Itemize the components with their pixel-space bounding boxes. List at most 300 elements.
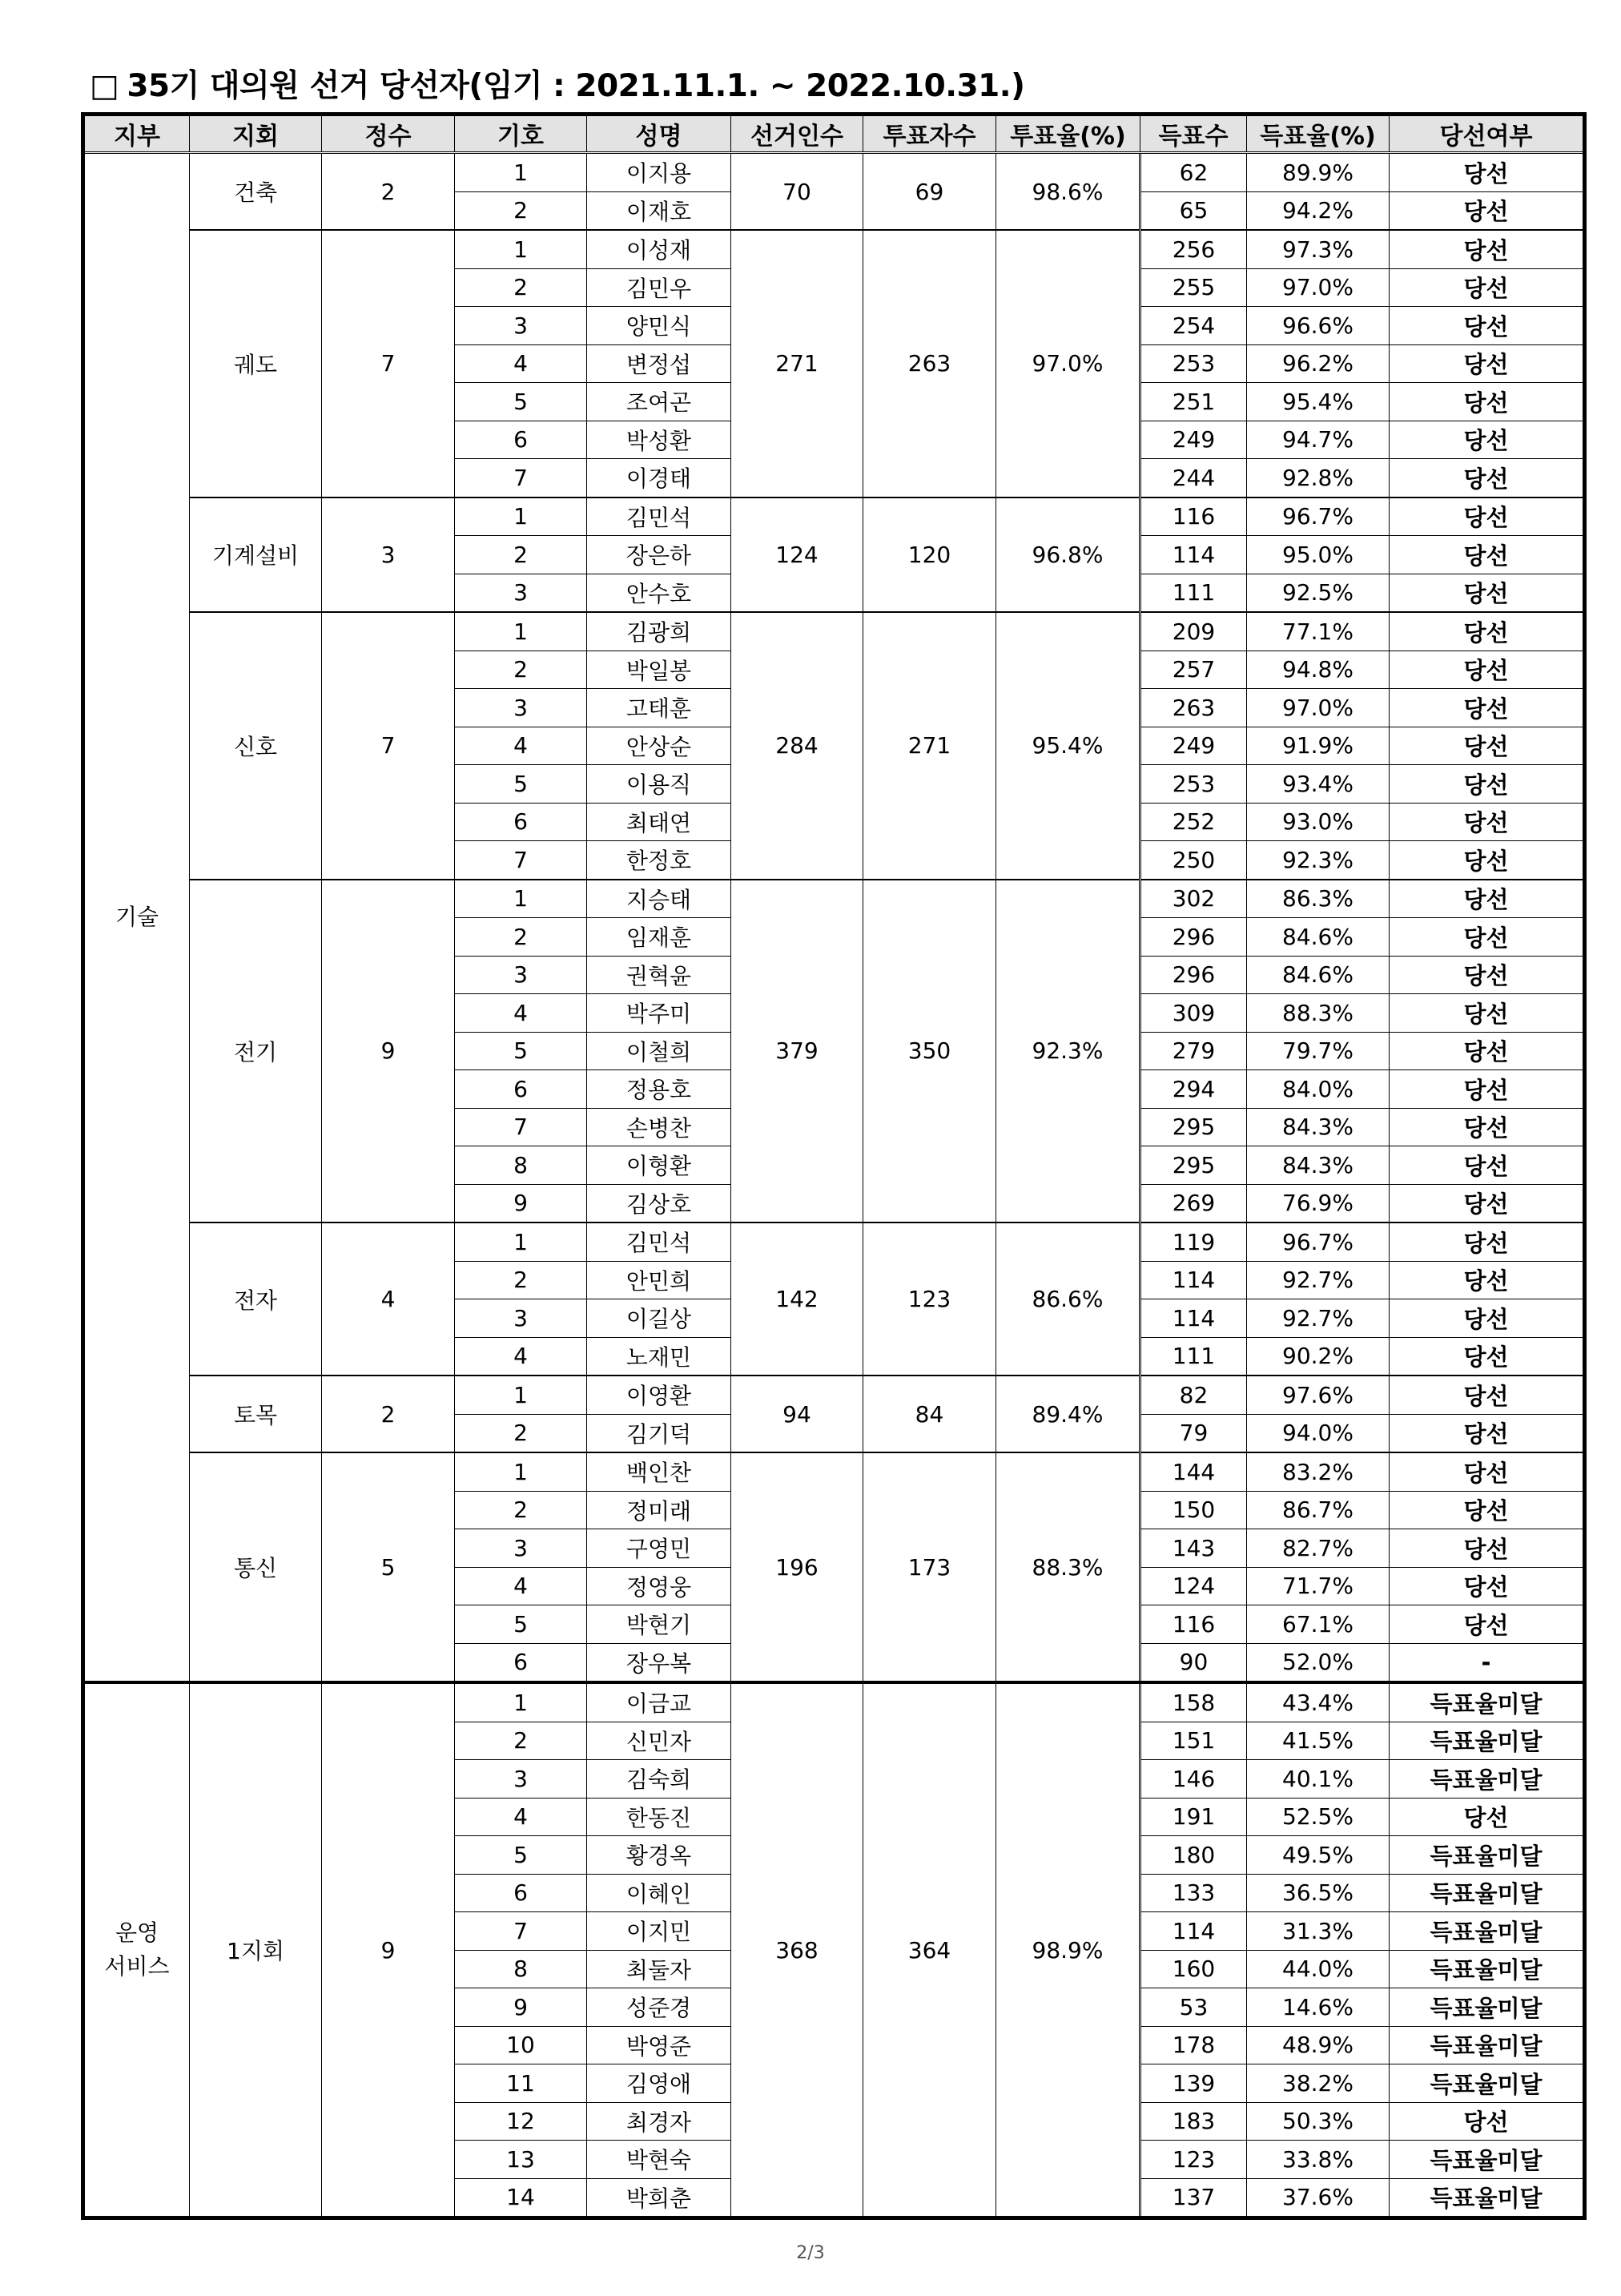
vote-rate-cell: 48.9% — [1247, 2026, 1390, 2064]
result-cell: 당선 — [1390, 880, 1585, 918]
result-cell: 당선 — [1390, 727, 1585, 765]
electors-cell: 284 — [731, 612, 863, 880]
table-row — [83, 1682, 1585, 1722]
candidate-name-cell: 신민자 — [587, 1722, 731, 1760]
vote-rate-cell: 86.7% — [1247, 1491, 1390, 1529]
column-header: 득표율(%) — [1247, 115, 1390, 153]
candidate-number-cell: 3 — [455, 307, 587, 345]
votes-cell: 263 — [1140, 689, 1247, 727]
voters-cell: 263 — [863, 230, 996, 497]
electors-cell: 379 — [731, 880, 863, 1223]
candidate-name-cell: 고태훈 — [587, 689, 731, 727]
vote-rate-cell: 84.3% — [1247, 1146, 1390, 1185]
voters-cell: 350 — [863, 880, 996, 1223]
vote-rate-cell: 83.2% — [1247, 1452, 1390, 1491]
result-cell: 당선 — [1390, 956, 1585, 994]
vote-rate-cell: 67.1% — [1247, 1605, 1390, 1644]
column-header: 정수 — [322, 115, 455, 153]
candidate-number-cell: 6 — [455, 803, 587, 841]
vote-rate-cell: 96.6% — [1247, 307, 1390, 345]
votes-cell: 252 — [1140, 803, 1247, 841]
candidate-number-cell: 1 — [455, 1452, 587, 1491]
votes-cell: 255 — [1140, 268, 1247, 307]
chapter-cell: 토목 — [190, 1376, 322, 1452]
column-header: 투표자수 — [863, 115, 996, 153]
turnout-cell: 89.4% — [996, 1376, 1140, 1452]
seats-cell: 2 — [322, 1376, 455, 1452]
result-cell: 득표율미달 — [1390, 2141, 1585, 2179]
votes-cell: 111 — [1140, 1337, 1247, 1376]
vote-rate-cell: 38.2% — [1247, 2064, 1390, 2103]
result-cell: 당선 — [1390, 344, 1585, 383]
result-cell: 당선 — [1390, 1567, 1585, 1605]
votes-cell: 244 — [1140, 459, 1247, 497]
candidate-number-cell: 5 — [455, 383, 587, 421]
candidate-name-cell: 양민식 — [587, 307, 731, 345]
vote-rate-cell: 40.1% — [1247, 1760, 1390, 1799]
result-cell: 당선 — [1390, 191, 1585, 230]
candidate-name-cell: 장우복 — [587, 1643, 731, 1682]
column-header: 선거인수 — [731, 115, 863, 153]
votes-cell: 296 — [1140, 918, 1247, 957]
result-cell: 당선 — [1390, 268, 1585, 307]
vote-rate-cell: 97.3% — [1247, 230, 1390, 268]
votes-cell: 279 — [1140, 1032, 1247, 1070]
candidate-name-cell: 안수호 — [587, 574, 731, 612]
candidate-name-cell: 장은하 — [587, 536, 731, 574]
vote-rate-cell: 93.0% — [1247, 803, 1390, 841]
votes-cell: 178 — [1140, 2026, 1247, 2064]
election-results-table — [81, 112, 1587, 2220]
votes-cell: 123 — [1140, 2141, 1247, 2179]
votes-cell: 295 — [1140, 1146, 1247, 1185]
result-cell: 당선 — [1390, 1146, 1585, 1185]
vote-rate-cell: 96.2% — [1247, 344, 1390, 383]
seats-cell: 9 — [322, 880, 455, 1223]
result-cell: 당선 — [1390, 689, 1585, 727]
branch-cell: 운영 서비스 — [83, 1682, 190, 2218]
result-cell: 당선 — [1390, 651, 1585, 689]
votes-cell: 253 — [1140, 344, 1247, 383]
table-row — [83, 1452, 1585, 1491]
votes-cell: 253 — [1140, 765, 1247, 804]
turnout-cell: 92.3% — [996, 880, 1140, 1223]
voters-cell: 123 — [863, 1223, 996, 1376]
candidate-name-cell: 이지민 — [587, 1912, 731, 1951]
turnout-cell: 95.4% — [996, 612, 1140, 880]
voters-cell: 69 — [863, 153, 996, 231]
vote-rate-cell: 97.6% — [1247, 1376, 1390, 1414]
candidate-name-cell: 김민석 — [587, 1223, 731, 1261]
electors-cell: 70 — [731, 153, 863, 231]
candidate-name-cell: 안상순 — [587, 727, 731, 765]
votes-cell: 296 — [1140, 956, 1247, 994]
column-header: 득표수 — [1140, 115, 1247, 153]
candidate-number-cell: 1 — [455, 1223, 587, 1261]
voters-cell: 271 — [863, 612, 996, 880]
title-text: 35기 대의원 선거 당선자(임기 : 2021.11.1. ~ 2022.10.31.) — [127, 68, 1025, 104]
votes-cell: 116 — [1140, 497, 1247, 536]
candidate-number-cell: 1 — [455, 230, 587, 268]
candidate-number-cell: 7 — [455, 841, 587, 880]
vote-rate-cell: 92.3% — [1247, 841, 1390, 880]
votes-cell: 53 — [1140, 1988, 1247, 2027]
vote-rate-cell: 94.7% — [1247, 421, 1390, 459]
voters-cell: 120 — [863, 497, 996, 613]
vote-rate-cell: 92.7% — [1247, 1299, 1390, 1338]
chapter-cell: 신호 — [190, 612, 322, 880]
vote-rate-cell: 84.3% — [1247, 1108, 1390, 1146]
vote-rate-cell: 92.5% — [1247, 574, 1390, 612]
candidate-name-cell: 이성재 — [587, 230, 731, 268]
candidate-name-cell: 이철희 — [587, 1032, 731, 1070]
result-cell: 당선 — [1390, 2102, 1585, 2141]
vote-rate-cell: 94.0% — [1247, 1414, 1390, 1452]
result-cell: 득표율미달 — [1390, 1682, 1585, 1722]
column-header: 투표율(%) — [996, 115, 1140, 153]
result-cell: 당선 — [1390, 612, 1585, 651]
candidate-name-cell: 정미래 — [587, 1491, 731, 1529]
candidate-name-cell: 김기덕 — [587, 1414, 731, 1452]
votes-cell: 146 — [1140, 1760, 1247, 1799]
result-cell: 당선 — [1390, 230, 1585, 268]
candidate-name-cell: 지승태 — [587, 880, 731, 918]
candidate-name-cell: 권혁윤 — [587, 956, 731, 994]
result-cell: 득표율미달 — [1390, 2026, 1585, 2064]
turnout-cell: 98.9% — [996, 1682, 1140, 2218]
vote-rate-cell: 93.4% — [1247, 765, 1390, 804]
electors-cell: 94 — [731, 1376, 863, 1452]
candidate-name-cell: 김민석 — [587, 497, 731, 536]
candidate-number-cell: 9 — [455, 1988, 587, 2027]
candidate-name-cell: 김영애 — [587, 2064, 731, 2103]
turnout-cell: 98.6% — [996, 153, 1140, 231]
table-row — [83, 230, 1585, 268]
column-header: 지회 — [190, 115, 322, 153]
vote-rate-cell: 91.9% — [1247, 727, 1390, 765]
table-row — [83, 880, 1585, 918]
candidate-name-cell: 이재호 — [587, 191, 731, 230]
vote-rate-cell: 88.3% — [1247, 994, 1390, 1033]
result-cell: 당선 — [1390, 1452, 1585, 1491]
votes-cell: 180 — [1140, 1836, 1247, 1875]
votes-cell: 254 — [1140, 307, 1247, 345]
candidate-name-cell: 임재훈 — [587, 918, 731, 957]
candidate-name-cell: 최둘자 — [587, 1950, 731, 1988]
table-row — [83, 497, 1585, 536]
candidate-number-cell: 7 — [455, 1108, 587, 1146]
page-title — [90, 61, 1024, 106]
candidate-number-cell: 2 — [455, 1722, 587, 1760]
candidate-number-cell: 2 — [455, 1414, 587, 1452]
votes-cell: 124 — [1140, 1567, 1247, 1605]
vote-rate-cell: 14.6% — [1247, 1988, 1390, 2027]
candidate-number-cell: 5 — [455, 1605, 587, 1644]
candidate-name-cell: 박일봉 — [587, 651, 731, 689]
candidate-number-cell: 1 — [455, 612, 587, 651]
candidate-name-cell: 이용직 — [587, 765, 731, 804]
candidate-number-cell: 3 — [455, 1760, 587, 1799]
turnout-cell: 88.3% — [996, 1452, 1140, 1682]
votes-cell: 151 — [1140, 1722, 1247, 1760]
result-cell: 당선 — [1390, 803, 1585, 841]
candidate-name-cell: 성준경 — [587, 1988, 731, 2027]
result-cell: 당선 — [1390, 1184, 1585, 1223]
votes-cell: 114 — [1140, 1261, 1247, 1299]
candidate-number-cell: 7 — [455, 1912, 587, 1951]
vote-rate-cell: 77.1% — [1247, 612, 1390, 651]
result-cell: 당선 — [1390, 536, 1585, 574]
chapter-cell: 전기 — [190, 880, 322, 1223]
candidate-name-cell: 안민희 — [587, 1261, 731, 1299]
votes-cell: 295 — [1140, 1108, 1247, 1146]
vote-rate-cell: 95.4% — [1247, 383, 1390, 421]
candidate-name-cell: 백인찬 — [587, 1452, 731, 1491]
candidate-number-cell: 12 — [455, 2102, 587, 2141]
candidate-name-cell: 정용호 — [587, 1070, 731, 1109]
candidate-name-cell: 구영민 — [587, 1529, 731, 1568]
candidate-number-cell: 14 — [455, 2178, 587, 2218]
candidate-name-cell: 김상호 — [587, 1184, 731, 1223]
votes-cell: 90 — [1140, 1643, 1247, 1682]
result-cell: 당선 — [1390, 1529, 1585, 1568]
result-cell: 당선 — [1390, 765, 1585, 804]
votes-cell: 250 — [1140, 841, 1247, 880]
result-cell: - — [1390, 1643, 1585, 1682]
candidate-number-cell: 4 — [455, 344, 587, 383]
candidate-number-cell: 5 — [455, 765, 587, 804]
electors-cell: 124 — [731, 497, 863, 613]
candidate-number-cell: 6 — [455, 1643, 587, 1682]
votes-cell: 158 — [1140, 1682, 1247, 1722]
vote-rate-cell: 52.5% — [1247, 1798, 1390, 1836]
votes-cell: 160 — [1140, 1950, 1247, 1988]
electors-cell: 196 — [731, 1452, 863, 1682]
votes-cell: 249 — [1140, 727, 1247, 765]
candidate-name-cell: 박현기 — [587, 1605, 731, 1644]
result-cell: 당선 — [1390, 153, 1585, 192]
column-header: 성명 — [587, 115, 731, 153]
vote-rate-cell: 71.7% — [1247, 1567, 1390, 1605]
column-header: 당선여부 — [1390, 115, 1585, 153]
votes-cell: 183 — [1140, 2102, 1247, 2141]
candidate-number-cell: 7 — [455, 459, 587, 497]
vote-rate-cell: 86.3% — [1247, 880, 1390, 918]
result-cell: 당선 — [1390, 1376, 1585, 1414]
candidate-name-cell: 황경옥 — [587, 1836, 731, 1875]
candidate-number-cell: 2 — [455, 1261, 587, 1299]
result-cell: 당선 — [1390, 1491, 1585, 1529]
candidate-number-cell: 1 — [455, 880, 587, 918]
result-cell: 당선 — [1390, 459, 1585, 497]
table-body — [83, 153, 1585, 2218]
vote-rate-cell: 96.7% — [1247, 497, 1390, 536]
vote-rate-cell: 43.4% — [1247, 1682, 1390, 1722]
candidate-name-cell: 변정섭 — [587, 344, 731, 383]
result-cell: 득표율미달 — [1390, 1988, 1585, 2027]
candidate-name-cell: 한정호 — [587, 841, 731, 880]
result-cell: 당선 — [1390, 1605, 1585, 1644]
vote-rate-cell: 36.5% — [1247, 1874, 1390, 1912]
result-cell: 당선 — [1390, 1108, 1585, 1146]
voters-cell: 173 — [863, 1452, 996, 1682]
vote-rate-cell: 95.0% — [1247, 536, 1390, 574]
candidate-name-cell: 한동진 — [587, 1798, 731, 1836]
candidate-number-cell: 6 — [455, 421, 587, 459]
candidate-number-cell: 1 — [455, 497, 587, 536]
candidate-name-cell: 이영환 — [587, 1376, 731, 1414]
result-cell: 당선 — [1390, 1223, 1585, 1261]
votes-cell: 137 — [1140, 2178, 1247, 2218]
votes-cell: 82 — [1140, 1376, 1247, 1414]
candidate-number-cell: 4 — [455, 1567, 587, 1605]
candidate-name-cell: 박영준 — [587, 2026, 731, 2064]
vote-rate-cell: 82.7% — [1247, 1529, 1390, 1568]
seats-cell: 7 — [322, 230, 455, 497]
candidate-name-cell: 최경자 — [587, 2102, 731, 2141]
result-cell: 당선 — [1390, 574, 1585, 612]
votes-cell: 114 — [1140, 1299, 1247, 1338]
result-cell: 당선 — [1390, 307, 1585, 345]
candidate-name-cell: 정영웅 — [587, 1567, 731, 1605]
chapter-cell: 1지회 — [190, 1682, 322, 2218]
vote-rate-cell: 97.0% — [1247, 689, 1390, 727]
seats-cell: 4 — [322, 1223, 455, 1376]
table-row — [83, 612, 1585, 651]
seats-cell: 2 — [322, 153, 455, 231]
candidate-name-cell: 손병찬 — [587, 1108, 731, 1146]
candidate-number-cell: 4 — [455, 727, 587, 765]
vote-rate-cell: 96.7% — [1247, 1223, 1390, 1261]
title-marker: □ — [90, 68, 119, 104]
result-cell: 당선 — [1390, 1299, 1585, 1338]
votes-cell: 191 — [1140, 1798, 1247, 1836]
candidate-number-cell: 13 — [455, 2141, 587, 2179]
candidate-name-cell: 박희춘 — [587, 2178, 731, 2218]
candidate-number-cell: 2 — [455, 651, 587, 689]
vote-rate-cell: 84.0% — [1247, 1070, 1390, 1109]
votes-cell: 144 — [1140, 1452, 1247, 1491]
candidate-number-cell: 5 — [455, 1836, 587, 1875]
candidate-number-cell: 3 — [455, 956, 587, 994]
vote-rate-cell: 79.7% — [1247, 1032, 1390, 1070]
candidate-name-cell: 김광희 — [587, 612, 731, 651]
column-header: 지부 — [83, 115, 190, 153]
electors-cell: 142 — [731, 1223, 863, 1376]
candidate-number-cell: 10 — [455, 2026, 587, 2064]
candidate-number-cell: 3 — [455, 574, 587, 612]
candidate-number-cell: 8 — [455, 1146, 587, 1185]
result-cell: 당선 — [1390, 1798, 1585, 1836]
candidate-number-cell: 6 — [455, 1874, 587, 1912]
candidate-number-cell: 1 — [455, 1376, 587, 1414]
candidate-number-cell: 1 — [455, 1682, 587, 1722]
chapter-cell: 궤도 — [190, 230, 322, 497]
result-cell: 득표율미달 — [1390, 2178, 1585, 2218]
candidate-name-cell: 이길상 — [587, 1299, 731, 1338]
votes-cell: 269 — [1140, 1184, 1247, 1223]
vote-rate-cell: 44.0% — [1247, 1950, 1390, 1988]
votes-cell: 62 — [1140, 153, 1247, 192]
vote-rate-cell: 92.8% — [1247, 459, 1390, 497]
candidate-name-cell: 최태연 — [587, 803, 731, 841]
votes-cell: 302 — [1140, 880, 1247, 918]
vote-rate-cell: 50.3% — [1247, 2102, 1390, 2141]
result-cell: 득표율미달 — [1390, 1912, 1585, 1951]
candidate-number-cell: 3 — [455, 689, 587, 727]
candidate-name-cell: 조여곤 — [587, 383, 731, 421]
result-cell: 득표율미달 — [1390, 2064, 1585, 2103]
vote-rate-cell: 31.3% — [1247, 1912, 1390, 1951]
candidate-number-cell: 2 — [455, 1491, 587, 1529]
candidate-number-cell: 3 — [455, 1299, 587, 1338]
votes-cell: 111 — [1140, 574, 1247, 612]
votes-cell: 294 — [1140, 1070, 1247, 1109]
table-header-row — [83, 115, 1585, 153]
chapter-cell: 통신 — [190, 1452, 322, 1682]
votes-cell: 209 — [1140, 612, 1247, 651]
candidate-number-cell: 2 — [455, 918, 587, 957]
chapter-cell: 전자 — [190, 1223, 322, 1376]
votes-cell: 249 — [1140, 421, 1247, 459]
votes-cell: 256 — [1140, 230, 1247, 268]
votes-cell: 65 — [1140, 191, 1247, 230]
votes-cell: 116 — [1140, 1605, 1247, 1644]
candidate-name-cell: 김민우 — [587, 268, 731, 307]
candidate-number-cell: 8 — [455, 1950, 587, 1988]
candidate-name-cell: 이금교 — [587, 1682, 731, 1722]
candidate-number-cell: 4 — [455, 1337, 587, 1376]
candidate-name-cell: 이지용 — [587, 153, 731, 192]
vote-rate-cell: 94.8% — [1247, 651, 1390, 689]
vote-rate-cell: 37.6% — [1247, 2178, 1390, 2218]
voters-cell: 364 — [863, 1682, 996, 2218]
vote-rate-cell: 84.6% — [1247, 918, 1390, 957]
page-number: 2/3 — [796, 2243, 825, 2263]
candidate-name-cell: 이혜인 — [587, 1874, 731, 1912]
votes-cell: 139 — [1140, 2064, 1247, 2103]
column-header: 기호 — [455, 115, 587, 153]
result-cell: 당선 — [1390, 1261, 1585, 1299]
result-cell: 득표율미달 — [1390, 1836, 1585, 1875]
chapter-cell: 기계설비 — [190, 497, 322, 613]
votes-cell: 251 — [1140, 383, 1247, 421]
vote-rate-cell: 89.9% — [1247, 153, 1390, 192]
result-cell: 당선 — [1390, 1070, 1585, 1109]
vote-rate-cell: 33.8% — [1247, 2141, 1390, 2179]
vote-rate-cell: 92.7% — [1247, 1261, 1390, 1299]
turnout-cell: 97.0% — [996, 230, 1140, 497]
candidate-name-cell: 이경태 — [587, 459, 731, 497]
votes-cell: 150 — [1140, 1491, 1247, 1529]
candidate-number-cell: 4 — [455, 994, 587, 1033]
candidate-number-cell: 2 — [455, 191, 587, 230]
seats-cell: 3 — [322, 497, 455, 613]
candidate-number-cell: 6 — [455, 1070, 587, 1109]
seats-cell: 9 — [322, 1682, 455, 2218]
result-cell: 득표율미달 — [1390, 1722, 1585, 1760]
electors-cell: 271 — [731, 230, 863, 497]
votes-cell: 119 — [1140, 1223, 1247, 1261]
candidate-name-cell: 이형환 — [587, 1146, 731, 1185]
votes-cell: 79 — [1140, 1414, 1247, 1452]
result-cell: 당선 — [1390, 1032, 1585, 1070]
candidate-name-cell: 박현숙 — [587, 2141, 731, 2179]
seats-cell: 5 — [322, 1452, 455, 1682]
candidate-name-cell: 김숙희 — [587, 1760, 731, 1799]
vote-rate-cell: 49.5% — [1247, 1836, 1390, 1875]
result-cell: 당선 — [1390, 1414, 1585, 1452]
